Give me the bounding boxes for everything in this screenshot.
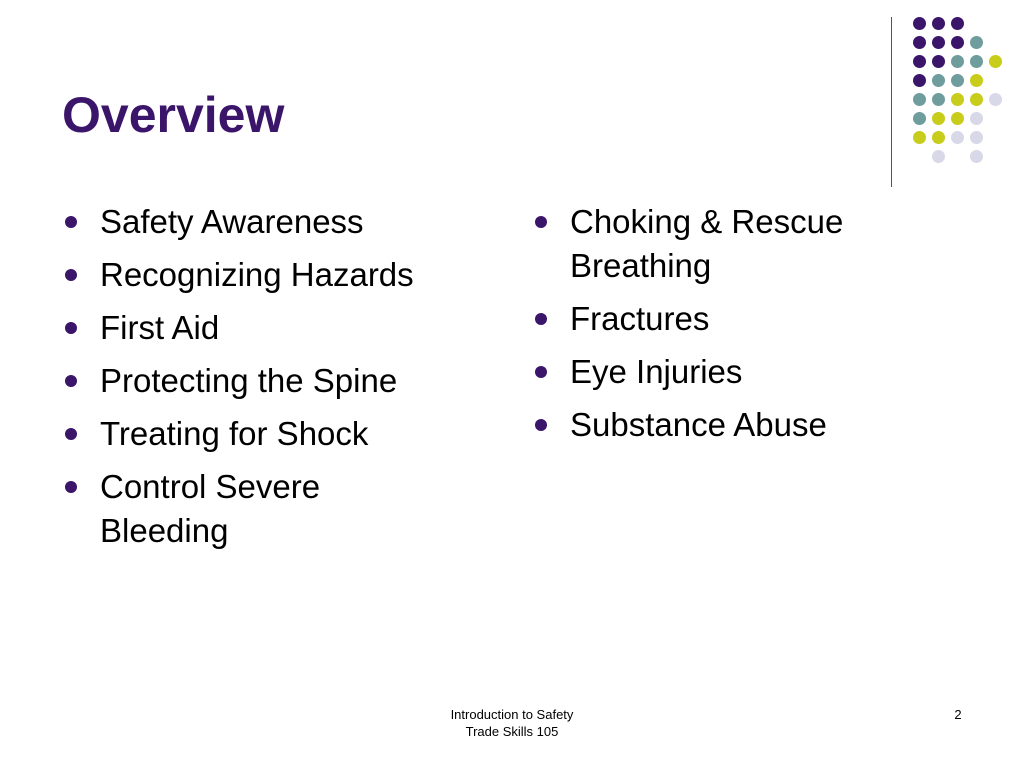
vertical-divider	[891, 17, 892, 187]
decor-dot	[913, 74, 926, 87]
decor-dot	[913, 131, 926, 144]
decor-dot	[932, 150, 945, 163]
bullet-text: Protecting the Spine	[100, 362, 398, 399]
bullet-text: Eye Injuries	[570, 353, 743, 390]
bullet-icon	[65, 375, 77, 387]
decor-dot	[989, 55, 1002, 68]
slide-title: Overview	[62, 87, 285, 143]
right-bullet-list	[532, 200, 892, 456]
bullet-item	[62, 465, 400, 553]
bullet-item	[532, 297, 892, 341]
bullet-item	[62, 200, 482, 244]
decor-dot	[932, 74, 945, 87]
footer-course-title: Introduction to Safety	[450, 707, 574, 722]
decor-dot	[970, 93, 983, 106]
decor-dot	[970, 150, 983, 163]
bullet-item	[62, 253, 482, 297]
decor-dot	[970, 131, 983, 144]
bullet-icon	[65, 216, 77, 228]
bullet-icon	[65, 481, 77, 493]
footer-course-code: Trade Skills 105	[465, 724, 559, 739]
decor-dot	[932, 93, 945, 106]
decor-dot	[913, 55, 926, 68]
bullet-text: Control Severe Bleeding	[100, 468, 321, 549]
decor-dot	[951, 131, 964, 144]
bullet-item	[532, 200, 892, 288]
bullet-text: Safety Awareness	[100, 203, 364, 240]
bullet-item	[62, 412, 482, 456]
bullet-icon	[535, 366, 547, 378]
left-bullet-list	[62, 200, 482, 562]
decor-dot	[970, 74, 983, 87]
decor-dot	[932, 36, 945, 49]
decor-dot	[951, 36, 964, 49]
bullet-icon	[535, 313, 547, 325]
bullet-icon	[65, 322, 77, 334]
bullet-item	[532, 350, 892, 394]
decor-dot	[932, 55, 945, 68]
bullet-item	[532, 403, 892, 447]
decor-dot	[913, 17, 926, 30]
decor-dot	[970, 36, 983, 49]
decor-dot	[913, 112, 926, 125]
decor-dot	[913, 93, 926, 106]
decor-dot	[951, 17, 964, 30]
bullet-text: Substance Abuse	[570, 406, 827, 443]
bullet-text: Fractures	[570, 300, 710, 337]
decor-dot	[951, 93, 964, 106]
bullet-icon	[535, 419, 547, 431]
bullet-text: Choking & Rescue Breathing	[570, 203, 844, 284]
bullet-text: First Aid	[100, 309, 220, 346]
decor-dot	[932, 112, 945, 125]
bullet-text: Treating for Shock	[100, 415, 369, 452]
decor-dot	[932, 131, 945, 144]
decor-dot	[951, 55, 964, 68]
decor-dot	[932, 17, 945, 30]
decorative-dot-grid	[0, 0, 1024, 200]
bullet-icon	[535, 216, 547, 228]
page-number: 2	[954, 707, 962, 722]
decor-dot	[970, 55, 983, 68]
decor-dot	[951, 112, 964, 125]
decor-dot	[989, 93, 1002, 106]
slide-footer	[412, 706, 612, 740]
bullet-icon	[65, 269, 77, 281]
bullet-text: Recognizing Hazards	[100, 256, 414, 293]
bullet-icon	[65, 428, 77, 440]
decor-dot	[970, 112, 983, 125]
decor-dot	[951, 74, 964, 87]
decor-dot	[913, 36, 926, 49]
bullet-item	[62, 359, 482, 403]
bullet-item	[62, 306, 482, 350]
